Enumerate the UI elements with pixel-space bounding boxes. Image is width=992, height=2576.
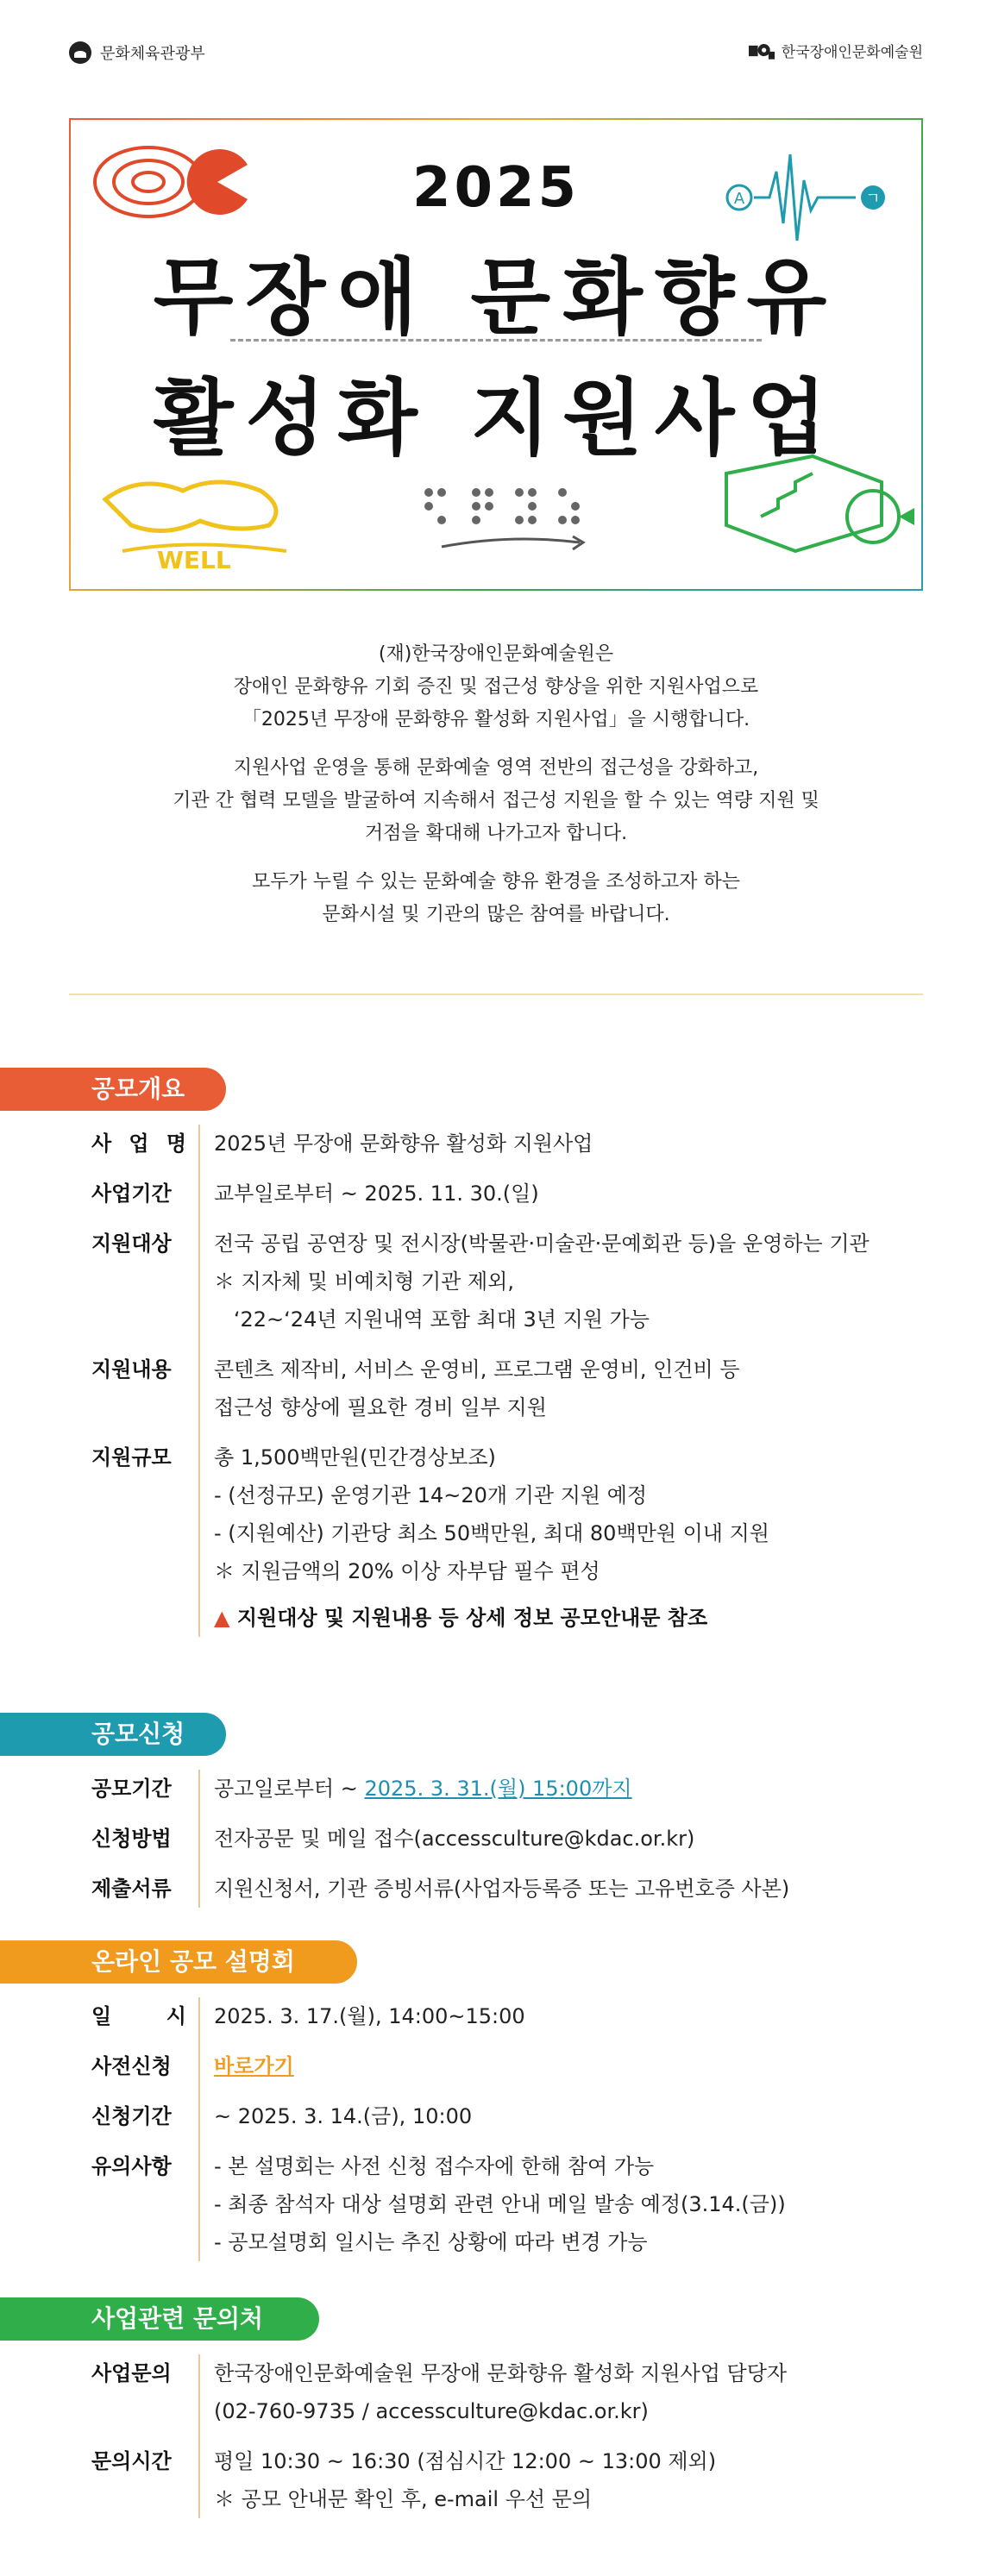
row-contact-inquiry: 사업문의 한국장애인문화예술원 무장애 문화향유 활성화 지원사업 담당자 (02-760-9735 / accessculture@kdac.or.kr) (91, 2354, 920, 2430)
row-apply-period: 공모기간 공고일로부터 ~ 2025. 3. 31.(월) 15:00까지 (91, 1770, 920, 1808)
row-briefing-notes: 유의사항 - 본 설명회는 사전 신청 접수자에 한해 참여 가능 - 최종 참석자 대상 설명회 관련 안내 메일 발송 예정(3.14.(금)) - 공모설명회 일시는 추진 상황에 따라 변경 가능 (91, 2147, 920, 2261)
intro-text (0, 638, 992, 947)
handshake-icon (88, 430, 312, 577)
detail-note: ▲ 지원대상 및 지원내용 등 상세 정보 공모안내문 참조 (214, 1606, 708, 1630)
ministry-emblem-icon (69, 41, 91, 64)
kdac-mark-icon (749, 41, 775, 61)
badge-g: ㄱ (865, 190, 881, 208)
row-briefing-apply-period: 신청기간 ~ 2025. 3. 14.(금), 10:00 (91, 2097, 920, 2135)
row-apply-docs: 제출서류 지원신청서, 기관 증빙서류(사업자등록증 또는 고유번호증 사본) (91, 1870, 920, 1908)
register-link[interactable]: 바로가기 (214, 2054, 294, 2078)
section-title-overview: 공모개요 (0, 1068, 226, 1111)
section-divider (69, 993, 923, 995)
section-title-briefing: 온라인 공모 설명회 (0, 1940, 357, 1984)
kdac-logo (749, 40, 923, 61)
row-content: 지원내용 콘텐츠 제작비, 서비스 운영비, 프로그램 운영비, 인건비 등 접근성 향상에 필요한 경비 일부 지원 (91, 1351, 920, 1426)
row-contact-hours: 문의시간 평일 10:30 ~ 16:30 (점심시간 12:00 ~ 13:00 제외) ＊ 공모 안내문 확인 후, e-mail 우선 문의 (91, 2442, 920, 2518)
row-briefing-pre: 사전신청 바로가기 (91, 2047, 920, 2085)
row-project-name: 사 업 명 2025년 무장애 문화향유 활성화 지원사업 (91, 1125, 920, 1163)
ministry-logo (69, 41, 205, 64)
kdac-name: 한국장애인문화예술원 (781, 44, 923, 61)
hero-title-line1: 무장애 문화향유 (153, 249, 839, 346)
intro-paragraph-3: 모두가 누릴 수 있는 문화예술 향유 환경을 조성하고자 하는 문화시설 및 기관의 많은 참여를 바랍니다. (252, 871, 740, 925)
hero-divider (230, 339, 762, 342)
ministry-name: 문화체육관광부 (100, 45, 205, 63)
intro-paragraph-1: (재)한국장애인문화예술원은 장애인 문화향유 기회 증진 및 접근성 향상을 위한 지원사업으로 「2025년 무장애 문화향유 활성화 지원사업」을 시행합니다. (233, 643, 759, 730)
row-briefing-datetime: 일 시 2025. 3. 17.(월), 14:00~15:00 (91, 1997, 920, 2035)
section-title-apply: 공모신청 (0, 1713, 226, 1756)
badge-a: A (733, 190, 745, 208)
stairs-icon (709, 422, 916, 577)
row-period: 사업기간 교부일로부터 ~ 2025. 11. 30.(일) (91, 1175, 920, 1213)
row-target: 지원대상 전국 공립 공연장 및 전시장(박물관·미술관·문예회관 등)을 운영하는 기관 ＊ 지자체 및 비예치형 기관 제외, ‘22~‘24년 지원내역 포함 최대 3년 지원 가능 (91, 1225, 920, 1338)
hero-year: 2025 (411, 156, 581, 220)
intro-paragraph-2: 지원사업 운영을 통해 문화예술 영역 전반의 접근성을 강화하고, 기관 간 협력 모델을 발굴하여 지속해서 접근성 지원을 할 수 있는 역량 지원 및 거점을 확대해 나가고자 합니다. (173, 757, 819, 844)
braille-icon (416, 482, 606, 560)
row-scale: 지원규모 총 1,500백만원(민간경상보조) - (선정규모) 운영기관 14~20개 기관 지원 예정 - (지원예산) 기관당 최소 50백만원, 최대 80백만원 이내 지원 ＊ 지원금액의 20% 이상 자부담 필수 편성 ▲ 지원대상 및 지원내용 등 상세 정보 공모안내문 참조 (91, 1438, 920, 1637)
hero-banner (69, 118, 923, 591)
well-text: WELL (157, 546, 231, 574)
hero-title-line2: 활성화 지원사업 (153, 370, 839, 467)
warning-triangle-icon: ▲ (214, 1606, 230, 1630)
deadline-highlight: 2025. 3. 31.(월) 15:00까지 (364, 1777, 632, 1801)
section-title-contact: 사업관련 문의처 (0, 2297, 319, 2341)
row-apply-method: 신청방법 전자공문 및 메일 접수(accessculture@kdac.or.kr) (91, 1820, 920, 1858)
